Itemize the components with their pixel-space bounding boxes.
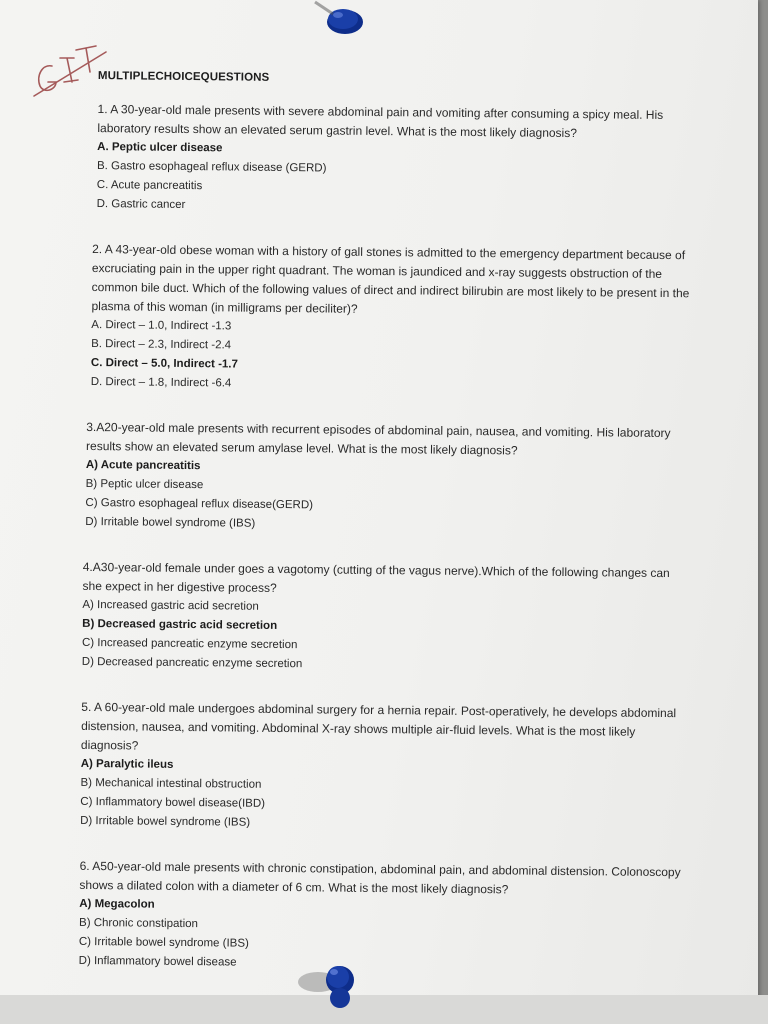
question-text: 6. A50-year-old male presents with chronic constipation, abdominal pain, and abdominal distension. Colonoscopy shows a dilated colon with a diameter of 6 cm. What is the most likely diagnosis? (79, 858, 681, 897)
question-6 (79, 857, 684, 977)
option-c: C) Increased pancreatic enzyme secretion (81, 636, 298, 652)
question-text: 3.A20-year-old male presents with recurrent episodes of abdominal pain, nausea, and vomiting. His laboratory results show an elevated serum amylase level. What is the most likely diagnosis? (85, 419, 671, 458)
option-c: C) Gastro esophageal reflux disease(GERD) (85, 496, 314, 512)
question-1 (96, 100, 691, 220)
question-3 (85, 418, 688, 538)
option-d: D) Irritable bowel syndrome (IBS) (85, 515, 256, 530)
option-b: B. Direct – 2.3, Indirect -2.4 (91, 338, 232, 352)
option-c: C. Acute pancreatitis (96, 179, 203, 193)
option-b: B) Decreased gastric acid secretion (82, 617, 278, 632)
option-c: C) Irritable bowel syndrome (IBS) (78, 935, 249, 950)
option-d: D) Irritable bowel syndrome (IBS) (80, 814, 251, 829)
option-a: A) Megacolon (79, 897, 155, 911)
question-sheet (78, 70, 692, 1003)
question-text: 1. A 30-year-old male presents with severe abdominal pain and vomiting after consuming a spicy meal. His laboratory results show an elevated serum gastrin level. What is the most likely diagnosis? (97, 102, 664, 141)
question-text: 2. A 43-year-old obese woman with a history of gall stones is admitted to the emergency department because of excruciating pain in the upper right quadrant. The woman is jaundiced and x-ray suggests obstruction of the common bile duct. Which of the following values of direct and indirect bilirubin are most likely to be present in the plasma of this woman (in milligrams per deciliter)? (91, 242, 690, 316)
option-d: D) Decreased pancreatic enzyme secretion (81, 655, 303, 671)
option-b: B) Peptic ulcer disease (85, 477, 204, 492)
question-4 (82, 558, 687, 678)
question-5 (80, 698, 685, 837)
option-b: B. Gastro esophageal reflux disease (GERD) (96, 160, 327, 175)
question-text: 4.A30-year-old female under goes a vagotomy (cutting of the vagus nerve).Which of the following changes can she expect in her digestive process? (82, 559, 670, 595)
option-a: A) Increased gastric acid secretion (82, 598, 259, 613)
option-b: B) Chronic constipation (79, 916, 199, 931)
option-a: A. Peptic ulcer disease (97, 141, 223, 155)
option-a: A. Direct – 1.0, Indirect -1.3 (91, 319, 232, 333)
option-d: D. Direct – 1.8, Indirect -6.4 (90, 376, 232, 390)
option-c: C. Direct – 5.0, Indirect -1.7 (90, 357, 239, 371)
page-title: MULTIPLECHOICEQUESTIONS (97, 70, 270, 84)
option-d: D. Gastric cancer (96, 198, 186, 211)
option-d: D) Inflammatory bowel disease (78, 954, 237, 969)
question-text: 5. A 60-year-old male undergoes abdominal surgery for a hernia repair. Post-operatively, he develops abdominal distension, nausea, and vomiting. Abdominal X-ray shows multiple air-fluid levels. What is the most likely diagnosis? (80, 699, 677, 753)
option-c: C) Inflammatory bowel disease(IBD) (80, 795, 266, 810)
option-b: B) Mechanical intestinal obstruction (80, 776, 262, 791)
question-2 (91, 240, 691, 398)
option-a: A) Acute pancreatitis (85, 458, 201, 473)
push-pin-icon (305, 0, 375, 40)
option-a: A) Paralytic ileus (80, 757, 174, 771)
